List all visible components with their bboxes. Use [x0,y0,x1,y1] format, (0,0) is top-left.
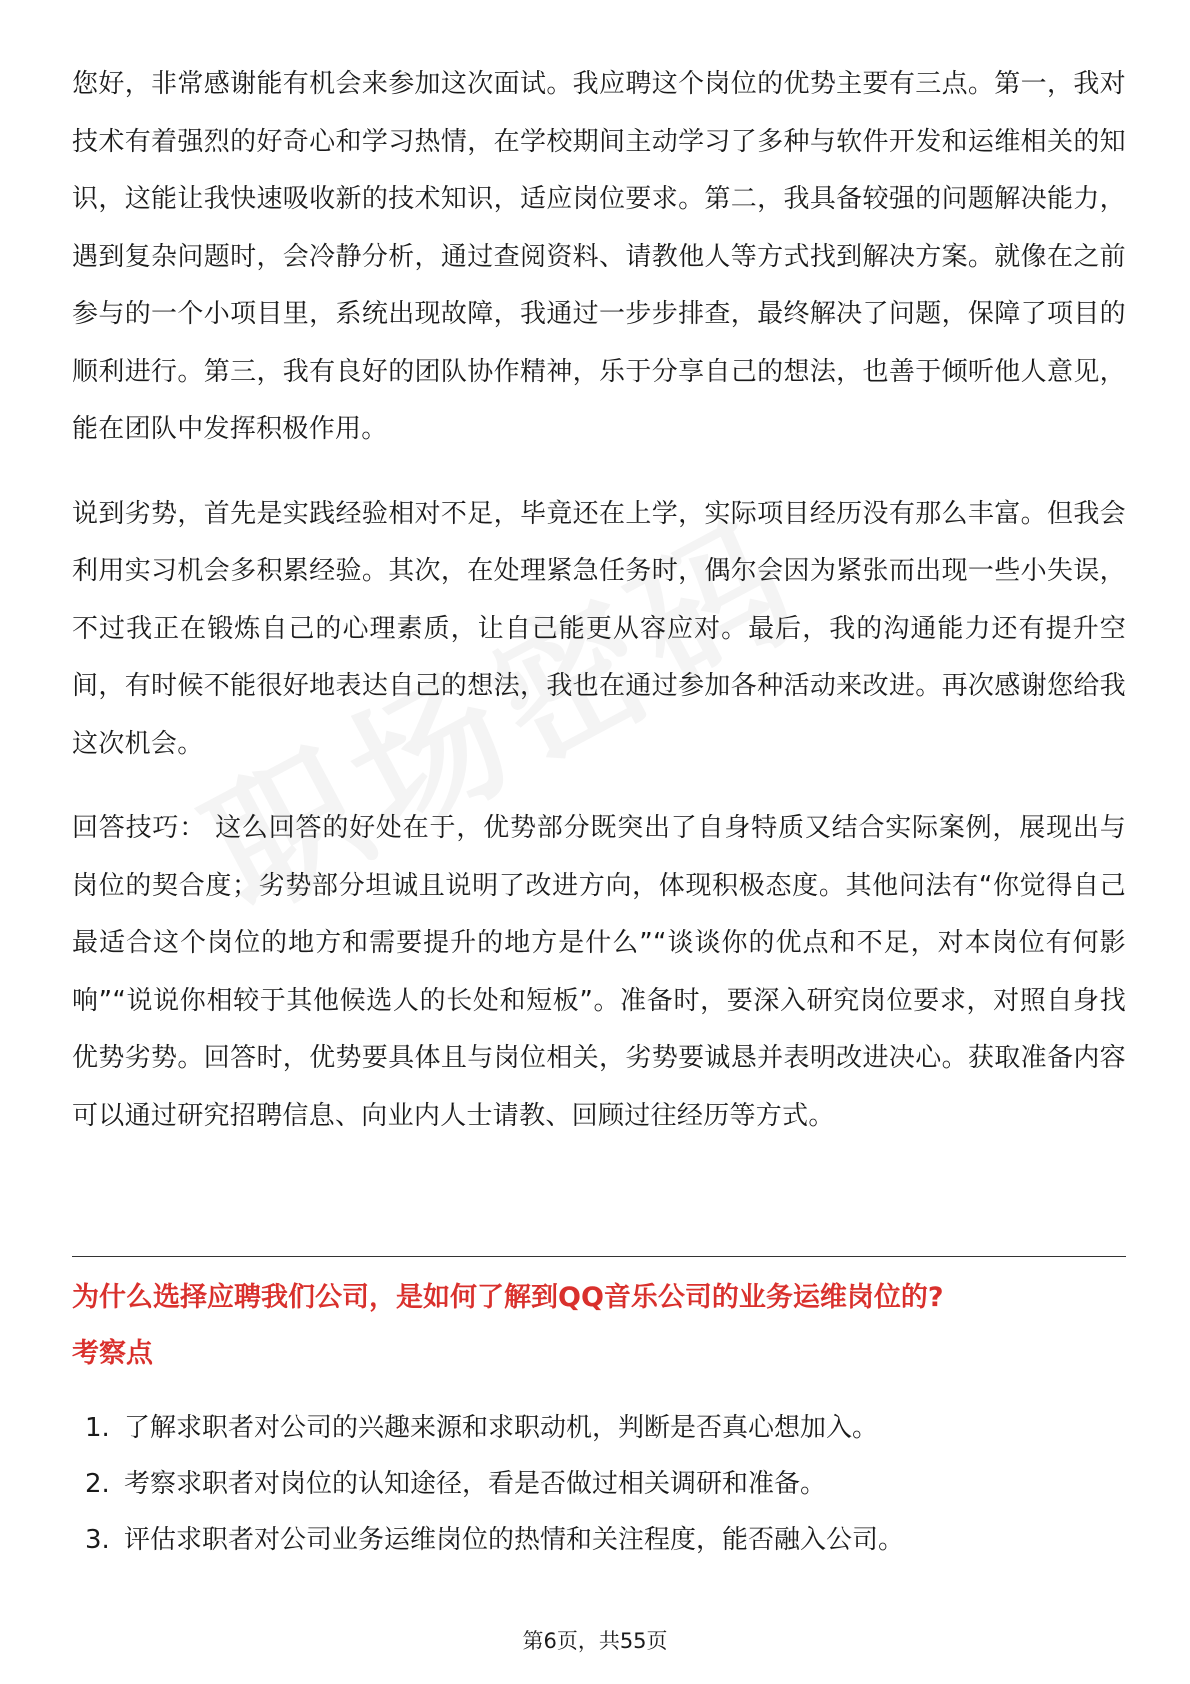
list-item-number: 2. [85,1469,110,1499]
answer-paragraph-tips: 回答技巧： 这么回答的好处在于，优势部分既突出了自身特质又结合实际案例，展现出与岗位的契合度；劣势部分坦诚且说明了改进方向，体现积极态度。其他问法有“你觉得自己最适合这个岗位的地方和需要提升的地方是什么”“谈谈你的优点和不足，对本岗位有何影响”“说说你相较于其他候选人的长处和短板”。准备时，要深入研究岗位要求，对照自身找优势劣势。回答时，优势要具体且与岗位相关，劣势要诚恳并表明改进决心。获取准备内容可以通过研究招聘信息、向业内人士请教、回顾过往经历等方式。 [72,813,1126,1131]
list-item [72,1408,1126,1464]
list-item [72,1464,1126,1520]
list-item [72,1520,1126,1576]
list-item-text: 评估求职者对公司业务运维岗位的热情和关注程度，能否融入公司。 [124,1525,905,1555]
question-title: 为什么选择应聘我们公司，是如何了解到QQ音乐公司的业务运维岗位的? [72,1282,944,1313]
page-number: 第6页，共55页 [522,1629,668,1653]
answer-paragraph-strengths: 您好，非常感谢能有机会来参加这次面试。我应聘这个岗位的优势主要有三点。第一，我对技术有着强烈的好奇心和学习热情，在学校期间主动学习了多种与软件开发和运维相关的知识，这能让我快速吸收新的技术知识，适应岗位要求。第二，我具备较强的问题解决能力，遇到复杂问题时，会冷静分析，通过查阅资料、请教他人等方式找到解决方案。就像在之前参与的一个小项目里，系统出现故障，我通过一步步排查，最终解决了问题，保障了项目的顺利进行。第三，我有良好的团队协作精神，乐于分享自己的想法，也善于倾听他人意见，能在团队中发挥积极作用。 [72,69,1126,444]
answer-paragraph-weaknesses: 说到劣势，首先是实践经验相对不足，毕竟还在上学，实际项目经历没有那么丰富。但我会利用实习机会多积累经验。其次，在处理紧急任务时，偶尔会因为紧张而出现一些小失误，不过我正在锻炼自己的心理素质，让自己能更从容应对。最后，我的沟通能力还有提升空间，有时候不能很好地表达自己的想法，我也在通过参加各种活动来改进。再次感谢您给我这次机会。 [72,498,1126,759]
evaluation-points-list [72,1408,1126,1576]
answer-body [72,56,1126,1145]
evaluation-points-heading: 考察点 [72,1338,153,1369]
list-item-text: 考察求职者对岗位的认知途径，看是否做过相关调研和准备。 [124,1469,827,1499]
section-divider [72,1256,1126,1257]
list-item-number: 1. [85,1413,110,1443]
list-item-number: 3. [85,1525,110,1555]
list-item-text: 了解求职者对公司的兴趣来源和求职动机，判断是否真心想加入。 [124,1413,879,1443]
